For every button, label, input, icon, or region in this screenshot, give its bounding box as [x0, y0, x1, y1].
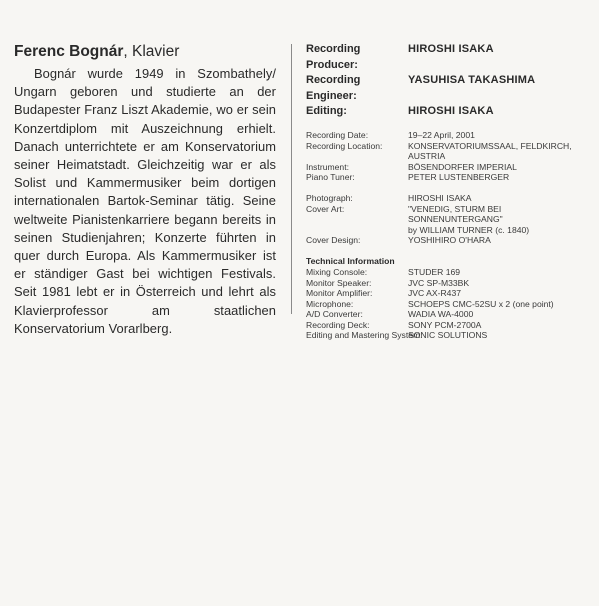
detail-row: [306, 267, 591, 278]
detail-value: BÖSENDORFER IMPERIAL: [408, 161, 517, 172]
detail-value: "VENEDIG, STURM BEI SONNENUNTERGANG": [408, 203, 503, 225]
detail-label: Instrument:: [306, 161, 349, 172]
detail-row: [306, 288, 591, 299]
detail-value: 19–22 April, 2001: [408, 129, 475, 140]
credit-row: [306, 42, 591, 73]
detail-value: KONSERVATORIUMSSAAL, FELDKIRCH, AUSTRIA: [408, 140, 572, 162]
artist-heading: [14, 42, 276, 62]
credit-label: Recording Engineer:: [306, 74, 361, 102]
detail-value: SONY PCM-2700A: [408, 319, 482, 330]
credit-value: YASUHISA TAKASHIMA: [408, 74, 536, 87]
detail-row: [306, 278, 591, 289]
detail-label: Monitor Amplifier:: [306, 288, 373, 299]
detail-label: Monitor Speaker:: [306, 277, 372, 288]
artist-instrument: , Klavier: [123, 43, 180, 60]
detail-label-spacer: [306, 225, 408, 236]
detail-label: Cover Art:: [306, 203, 345, 214]
detail-value: SCHOEPS CMC-52SU x 2 (one point): [408, 298, 554, 309]
technical-information: [306, 256, 591, 341]
detail-row: [306, 193, 591, 204]
column-divider: [291, 44, 292, 314]
detail-row: [306, 309, 591, 320]
detail-value: JVC SP-M33BK: [408, 277, 470, 288]
detail-row: [306, 141, 591, 162]
credits-column: [306, 42, 591, 341]
detail-row: [306, 225, 591, 236]
credit-value: HIROSHI ISAKA: [408, 105, 494, 118]
detail-value: YOSHIHIRO O'HARA: [408, 235, 491, 246]
detail-label: A/D Converter:: [306, 309, 363, 320]
detail-label: Cover Design:: [306, 235, 361, 246]
detail-value: by WILLIAM TURNER (c. 1840): [408, 224, 530, 235]
detail-value: PETER LUSTENBERGER: [408, 172, 510, 183]
detail-label: Piano Tuner:: [306, 172, 355, 183]
detail-row: [306, 330, 591, 341]
detail-label: Microphone:: [306, 298, 354, 309]
detail-label: Recording Date:: [306, 129, 369, 140]
artist-biography: Bognár wurde 1949 in Szombathely/ Ungarn geboren und studierte an der Budapester Franz Liszt Akademie, wo er sein Konzertdiplom mit Auszeichnung erhielt. Danach unterrichtete er am Konservatorium seiner Heimatstadt. Gleichzeitig war er als Solist und Kammermusiker beim dortigen internationalen Bartok-Seminar tätig. Seine weltweite Pianistenkarriere begann bereits in seinen Studienjahren; Konzerte führten in quer durch Europa. Als Kammermusiker ist er ständiger Gast bei wichtigen Festivals. Seit 1981 lebt er in Österreich und lehrt als Klavierprofessor am staatlichen Konservatorium Vorarlberg.: [14, 66, 276, 336]
detail-label: Recording Deck:: [306, 319, 370, 330]
detail-value: WADIA WA-4000: [408, 309, 474, 320]
technical-heading: Technical Information: [306, 255, 395, 266]
detail-row: [306, 130, 591, 141]
detail-value: SONIC SOLUTIONS: [408, 330, 488, 341]
production-credits: [306, 42, 591, 120]
credit-value: HIROSHI ISAKA: [408, 43, 494, 55]
detail-row: [306, 299, 591, 310]
detail-label: Photograph:: [306, 192, 353, 203]
detail-row: [306, 172, 591, 183]
artist-name: Ferenc Bognár: [14, 43, 124, 60]
credit-label: Recording Producer:: [306, 43, 361, 71]
detail-value: STUDER 169: [408, 266, 461, 277]
artwork-details: [306, 193, 591, 246]
detail-value: HIROSHI ISAKA: [408, 192, 472, 203]
detail-row: [306, 235, 591, 246]
detail-row: [306, 204, 591, 225]
recording-details: [306, 130, 591, 183]
detail-row: [306, 320, 591, 331]
detail-row: [306, 162, 591, 173]
artist-bio-column: [14, 42, 276, 338]
detail-label: Editing and Mastering System:: [306, 330, 423, 341]
detail-value: JVC AX-R437: [408, 288, 462, 299]
credit-row: [306, 73, 591, 104]
detail-label: Mixing Console:: [306, 266, 368, 277]
detail-label: Recording Location:: [306, 140, 383, 151]
credit-label: Editing:: [306, 105, 347, 118]
credit-row: [306, 104, 591, 120]
